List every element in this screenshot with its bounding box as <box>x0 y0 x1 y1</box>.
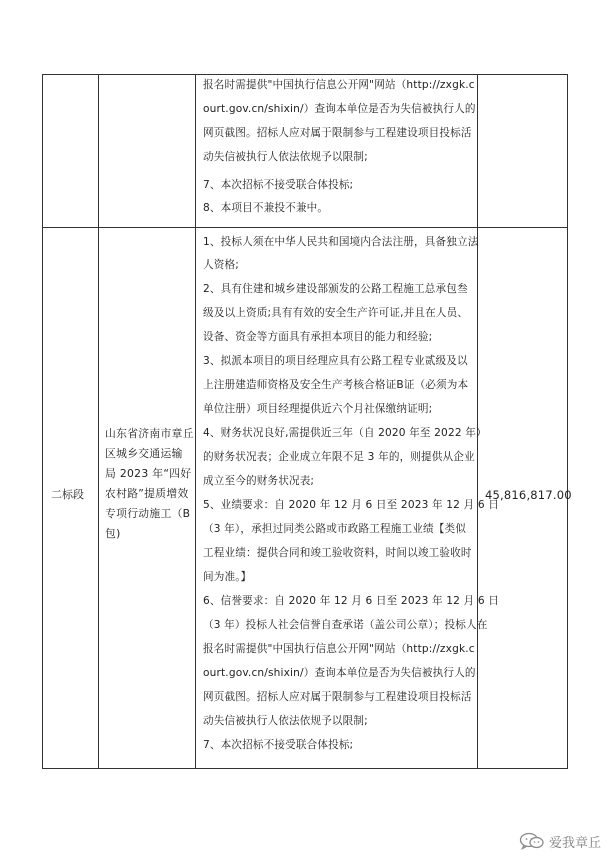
requirement-line: 7、本次招标不接受联合体投标; <box>203 739 354 751</box>
requirement-line: 设备、资金等方面具有承担本项目的能力和经验; <box>203 331 433 343</box>
requirement-line: 级及以上资质;具有有效的安全生产许可证,并且在人员、 <box>203 307 469 319</box>
requirement-line: 单位注册）项目经理提供近六个月社保缴纳证明; <box>203 403 433 415</box>
requirement-line: 工程业绩：提供合同和竣工验收资料，时间以竣工验收时 <box>203 547 472 559</box>
section2-requirements <box>203 235 499 765</box>
requirement-line: 报名时需提供"中国执行信息公开网"网站（http://zxgk.c <box>203 643 475 655</box>
watermark <box>519 830 601 852</box>
requirement-line: 间为准。】 <box>203 571 252 583</box>
requirement-line: 4、财务状况良好,需提供近三年（自 2020 年至 2022 年） <box>203 427 487 439</box>
column-divider <box>477 75 478 768</box>
row-divider <box>43 227 567 228</box>
requirement-line: 上注册建造师资格及安全生产考核合格证B证（必须为本 <box>203 379 469 391</box>
watermark-label: 爱我章丘 <box>548 835 601 851</box>
requirement-line: 网页截图。招标人应对属于限制参与工程建设项目投标活 <box>203 127 472 139</box>
requirement-line: 人资格; <box>203 259 239 271</box>
requirement-line: 报名时需提供"中国执行信息公开网"网站（http://zxgk.c <box>203 79 475 91</box>
requirement-line: 1、投标人须在中华人民共和国境内合法注册，具备独立法 <box>203 236 479 248</box>
requirement-line: ourt.gov.cn/shixin/）查询本单位是否为失信被执行人的 <box>203 667 476 679</box>
project-name-line: 山东省济南市章丘 <box>105 427 194 440</box>
requirement-line: 动失信被执行人依法依规予以限制; <box>203 715 368 727</box>
requirement-line: 的财务状况表；企业成立年限不足 3 年的，则提供从企业 <box>203 451 475 463</box>
project-name <box>105 427 194 577</box>
bid-amount: 45,816,817.00 <box>485 488 572 502</box>
requirement-line: 2、具有住建和城乡建设部颁发的公路工程施工总承包叁 <box>203 283 468 295</box>
project-name-line: 局 2023 年“四好 <box>105 467 192 480</box>
requirement-line: ourt.gov.cn/shixin/）查询本单位是否为失信被执行人的 <box>203 103 476 115</box>
requirement-line: 成立至今的财务状况表; <box>203 475 315 487</box>
project-name-line: 包) <box>105 527 121 540</box>
requirement-line: 网页截图。招标人应对属于限制参与工程建设项目投标活 <box>203 691 472 703</box>
column-divider <box>98 75 99 768</box>
project-name-line: 专项行动施工（B <box>105 507 191 520</box>
requirement-line: 7、本次招标不接受联合体投标; <box>203 179 354 191</box>
section-name: 二标段 <box>51 488 84 501</box>
wechat-icon <box>519 832 545 850</box>
column-divider <box>195 75 196 768</box>
requirement-line: 8、本项目不兼投不兼中。 <box>203 202 329 214</box>
requirement-line: （3 年），承担过同类公路或市政路工程施工业绩【类似 <box>203 523 466 535</box>
requirement-line: 动失信被执行人依法依规予以限制; <box>203 151 368 163</box>
project-name-line: 农村路”提质增效 <box>105 487 189 500</box>
bid-section-table <box>42 74 572 769</box>
requirement-line: 6、信誉要求：自 2020 年 12 月 6 日至 2023 年 12 月 6 日 <box>203 595 499 607</box>
requirement-line: （3 年）投标人社会信誉自查承诺（盖公司公章）；投标人在 <box>203 619 488 631</box>
project-name-line: 区城乡交通运输 <box>105 447 183 460</box>
requirement-line: 5、业绩要求：自 2020 年 12 月 6 日至 2023 年 12 月 6 日 <box>203 499 499 511</box>
continued-row-requirements <box>203 78 475 223</box>
requirement-line: 3、拟派本项目的项目经理应具有公路工程专业贰级及以 <box>203 355 468 367</box>
